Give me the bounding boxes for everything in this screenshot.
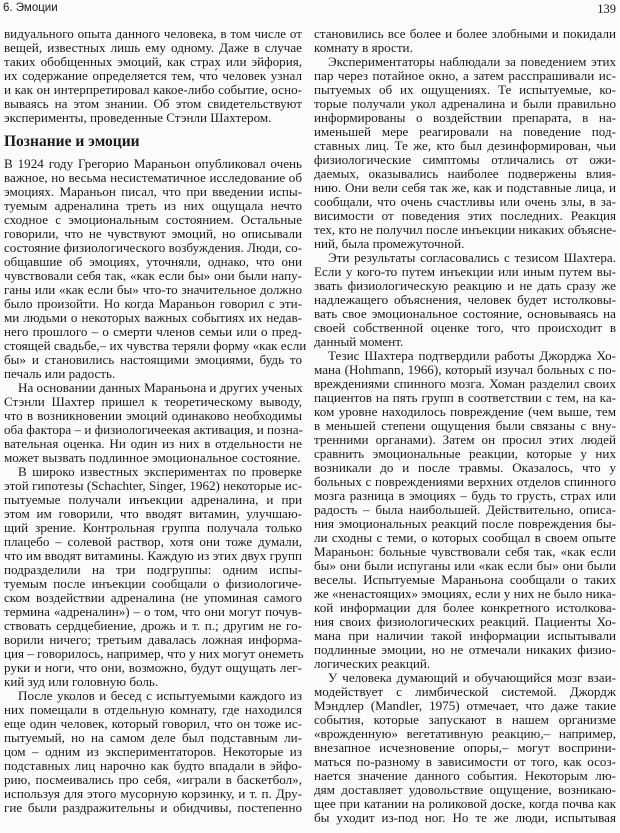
text-line: бы» они были испуганы или «как если бы» они были (314, 558, 616, 573)
text-line: таких обобщенных эмоций, как страх или эйфория, (4, 54, 302, 69)
section-heading: Познание и эмоции (4, 133, 140, 150)
text-line: ли сходны с теми, о которых сообщал в своем опыте (314, 530, 616, 545)
paragraph (4, 381, 302, 465)
text-line: вать свое эмоциональное состояние, основываясь на (314, 306, 616, 321)
text-line: общавшие об эмоциях, уточняли, однако, что они (4, 254, 302, 269)
text-line: Мараньон: больные чувствовали себя так, «как если (314, 544, 616, 559)
text-line: события, которые запускают в нашем организме (314, 712, 616, 727)
text-line: стоящей свадьбе,– их чувства теряли форму «как если (4, 338, 307, 353)
paragraph (314, 55, 616, 251)
text-line: подлинные эмоции, но не отмечали никаких физио- (314, 642, 616, 657)
text-line: модействует с лимбической системой. Джордж (314, 684, 616, 699)
text-line: В широко известных экспериментах по проверке (18, 464, 302, 479)
text-line: тех, кто не получил после инъекции никаких объясне- (314, 222, 617, 237)
text-line: именьшей мере реагировали на поведение под- (314, 124, 616, 139)
text-line: висимости от поведения этих последних. Реакция (314, 208, 616, 223)
text-line: используя для этого мусорную корзинку, и т. п. Дру- (4, 786, 302, 801)
text-line: еще один человек, который говорил, что он тоже ис- (4, 716, 302, 731)
text-line: «врожденную» вегетативную реакцию,– например, (314, 726, 616, 741)
text-line: сходное с эмоциональным состоянием. Остальные (4, 212, 302, 227)
text-line: бы» и становились настоящими эмоциями, будь то (4, 352, 302, 367)
text-line: оба фактора – и физиологичеекая активация, и позна- (4, 422, 303, 437)
text-line: данный момент. (314, 334, 404, 349)
text-line: и как он интерпретировал какое-либо событие, осно- (4, 82, 302, 97)
text-line: После уколов и бесед с испытуемыми каждого из (18, 688, 302, 703)
text-line: пациентов на пять групп в соответствии с тем, на ка- (314, 390, 616, 405)
paragraph (314, 349, 616, 671)
text-line: маться по-разному в зависимости от того, как осоз- (314, 754, 616, 769)
text-line: говорили, что не чувствуют эмоций, но описывали (4, 226, 302, 241)
paragraph (4, 465, 302, 689)
text-line: гие были раздражительны и обидчивы, постепенно (4, 800, 302, 815)
text-line: состояние физиологического возбуждения. Люди, со- (4, 240, 302, 255)
text-line: звать физиологическую реакцию и не дать сразу же (314, 278, 616, 293)
text-line: этом им говорили, что вводят витамин, улучшаю- (4, 506, 302, 521)
text-line: ганы или «как если бы» что-то значительное должно (4, 282, 302, 297)
text-line: Экспериментаторы наблюдали за поведением этих (328, 54, 616, 69)
text-line: цом – одним из экспериментаторов. Некоторые из (4, 744, 302, 759)
text-line: ком уровне находилось повреждение (чем выше, тем (314, 404, 616, 419)
text-line: вываясь на этом знании. Об этом свидетельствуют (4, 96, 302, 111)
text-line: Стэнли Шахтер пришел к теоретическому выводу, (4, 394, 302, 409)
text-line: этой гипотезы (Schachter, Singer, 1962) некоторые ис- (4, 478, 302, 493)
text-line: Эти результаты согласовались с тезисом Шахтера. (328, 250, 616, 265)
text-line: ворили ничего; третьим давалась ложная информа- (4, 632, 302, 647)
text-line: их содержание определяется тем, что́ человек узнал (4, 68, 302, 83)
text-line: эмоциях. Мараньон писал, что при введении испы- (4, 184, 302, 199)
paragraph (4, 689, 302, 815)
text-line: сравнить эмоциональные реакции, которые у них (314, 446, 616, 461)
page-number: 139 (597, 2, 616, 16)
text-line: туемым после инъекции сообщали о физиологиче- (4, 576, 302, 591)
text-line: вреждениями спинного мозга. Хоман разделил своих (314, 376, 616, 391)
paragraph (4, 156, 307, 381)
text-line: ставных лиц. Те же, кто был дезинформирован, чьи (314, 138, 616, 153)
text-line: своей собственной оценке того, что происходит в (314, 320, 616, 335)
text-line: пытуемых об их ощущениях. Те испытуемые, ко- (314, 82, 616, 97)
text-line: мана (Hohmann, 1966), который изучал больных с по- (314, 362, 616, 377)
text-line: сообщали, что очень счастливы или очень злы, в за- (314, 194, 616, 209)
text-line: Если у кого-то путем инъекции или иным путем вы- (314, 264, 616, 279)
text-line: кий зуд или головную боль. (4, 674, 159, 689)
text-line: нию. Они вели себя так же, как и подставные лица, и (314, 180, 616, 195)
text-line: мана при наличии такой информации испытывали (314, 628, 616, 643)
text-line: пытуемые получали инъекции адреналина, и при (4, 492, 302, 507)
text-line: ния своих физиологических реакций. Пациенты Хо- (314, 614, 616, 629)
text-line: видуального опыта данного человека, в том числе от (4, 26, 302, 41)
text-line: пытуемый, но на самом деле был подставным ли- (4, 730, 302, 745)
text-line: В 1924 году Грегорио Мараньон опубликовал очень (4, 156, 302, 171)
text-line: него прошлого – о смерти членов семьи или о пред- (4, 324, 302, 339)
text-line: руки и ноги, что они, возможно, будут ощущать лег- (4, 660, 302, 675)
text-line: туемым адреналина треть из них ощущала нечто (4, 198, 302, 213)
running-head: 6. Эмоции (3, 2, 58, 14)
paragraph (314, 27, 616, 55)
text-line: пар через потайное окно, а затем расспрашивали ис- (314, 68, 616, 83)
text-line: торые получали укол адреналина и были правильно (314, 96, 616, 111)
text-line: подразделили на три подгруппы: одним испы- (4, 562, 302, 577)
text-line: ском воздействии адреналина (не упоминая самого (4, 590, 302, 605)
text-line: бы уходит из-под ног. Но те же люди, испытывая (314, 810, 616, 825)
text-line: Тезис Шахтера подтвердили работы Джорджа Хо- (328, 348, 616, 363)
text-line: подставных лиц нарочно как будто впадали в эйфо- (4, 758, 302, 773)
text-line: комнату в ярости. (314, 40, 413, 55)
text-line: внезапное исчезновение опоры,– могут восприни- (314, 740, 616, 755)
text-line: У человека думающий и обучающийся мозг взаи- (328, 670, 616, 685)
text-line: них помещали в отдельную комнату, где находился (4, 702, 302, 717)
text-line: печаль или радость. (4, 366, 116, 381)
text-line: На основании данных Мараньона и других ученых (18, 380, 303, 395)
text-line: рию, посмеивались про себя, «играли в баскетбол», (4, 772, 302, 787)
text-line: становились все более и более злобными и покидали (314, 26, 616, 41)
text-line: Мэндлер (Mandler, 1975) отмечает, что даже такие (314, 698, 616, 713)
text-line: нается значение данного события. Некоторым лю- (314, 768, 616, 783)
text-line: плацебо – солевой раствор, хотя они тоже думали, (4, 534, 302, 549)
text-line: дям доставляет удовольствие ощущение, возникаю- (314, 782, 616, 797)
text-line: в меньшей степени ощущения были связаны с вну- (314, 418, 616, 433)
text-line: может вызвать подлинное эмоциональное состояние. (4, 450, 301, 465)
paragraph (314, 671, 616, 825)
text-line: важное, но весьма несистематичное исследование об (4, 170, 302, 185)
text-line: что в возникновении эмоций одинаково необходимы (4, 408, 302, 423)
text-line: что им вводят витамины. Каждую из этих двух групп (4, 548, 302, 563)
text-line: надлежащего объяснения, человек будет истолковы- (314, 292, 616, 307)
text-line: щий зрение. Контрольная группа получала только (4, 520, 302, 535)
text-line: кой информации для более конкретного истолкова- (314, 600, 616, 615)
text-line: ний, была промежуточной. (314, 236, 465, 251)
text-line: логических реакций. (314, 656, 431, 671)
paragraph (4, 27, 302, 125)
text-line: вещей, известных лишь ему одному. Даже в случае (4, 40, 302, 55)
text-line: вательная оценка. Ни один из них в отдельности не (4, 436, 302, 451)
text-line: ми людьми о некоторых важных событиях их недав- (4, 310, 302, 325)
text-line: информированы о воздействии препарата, в на- (314, 110, 616, 125)
right-column (314, 27, 616, 825)
left-column (4, 26, 307, 815)
text-line: было произойти. Но когда Мараньон говорил с эти- (4, 296, 302, 311)
text-line: щее при катании на роликовой доске, когда почва как (314, 796, 616, 811)
text-line: радость – была наибольшей. Действительно, описа- (314, 502, 616, 517)
text-line: эксперименты, проведенные Стэнли Шахтером. (4, 110, 272, 125)
text-line: же «ненастоящих» эмоциях, если у них не было ника- (314, 586, 616, 601)
text-line: чувствовали себя так, «как если бы» они были напу- (4, 268, 302, 283)
text-line: даемых, оказывались наиболее подвержены влия- (314, 166, 616, 181)
text-line: термина «адреналин») – о том, что они могут почув- (4, 604, 302, 619)
text-line: ния эмоциональных реакций после повреждения бы- (314, 516, 616, 531)
text-line: возникали до и после травмы. Оказалось, что у (314, 460, 616, 475)
text-line: тренними органами). Затем он просил этих людей (314, 432, 616, 447)
text-line: ствовать сердцебиение, дрожь и т. п.; другим не го- (4, 618, 302, 633)
paragraph (314, 251, 616, 349)
text-line: ция – говорилось, например, что у них могут онеметь (4, 646, 304, 661)
text-line: физиологические симптомы отличались от ожи- (314, 152, 616, 167)
text-line: мозга разница в эмоциях – будь то грусть, страх или (314, 488, 616, 503)
text-line: больных с повреждениями верхних отделов спинного (314, 474, 616, 489)
text-line: веселы. Испытуемые Мараньона сообщали о таких (314, 572, 616, 587)
